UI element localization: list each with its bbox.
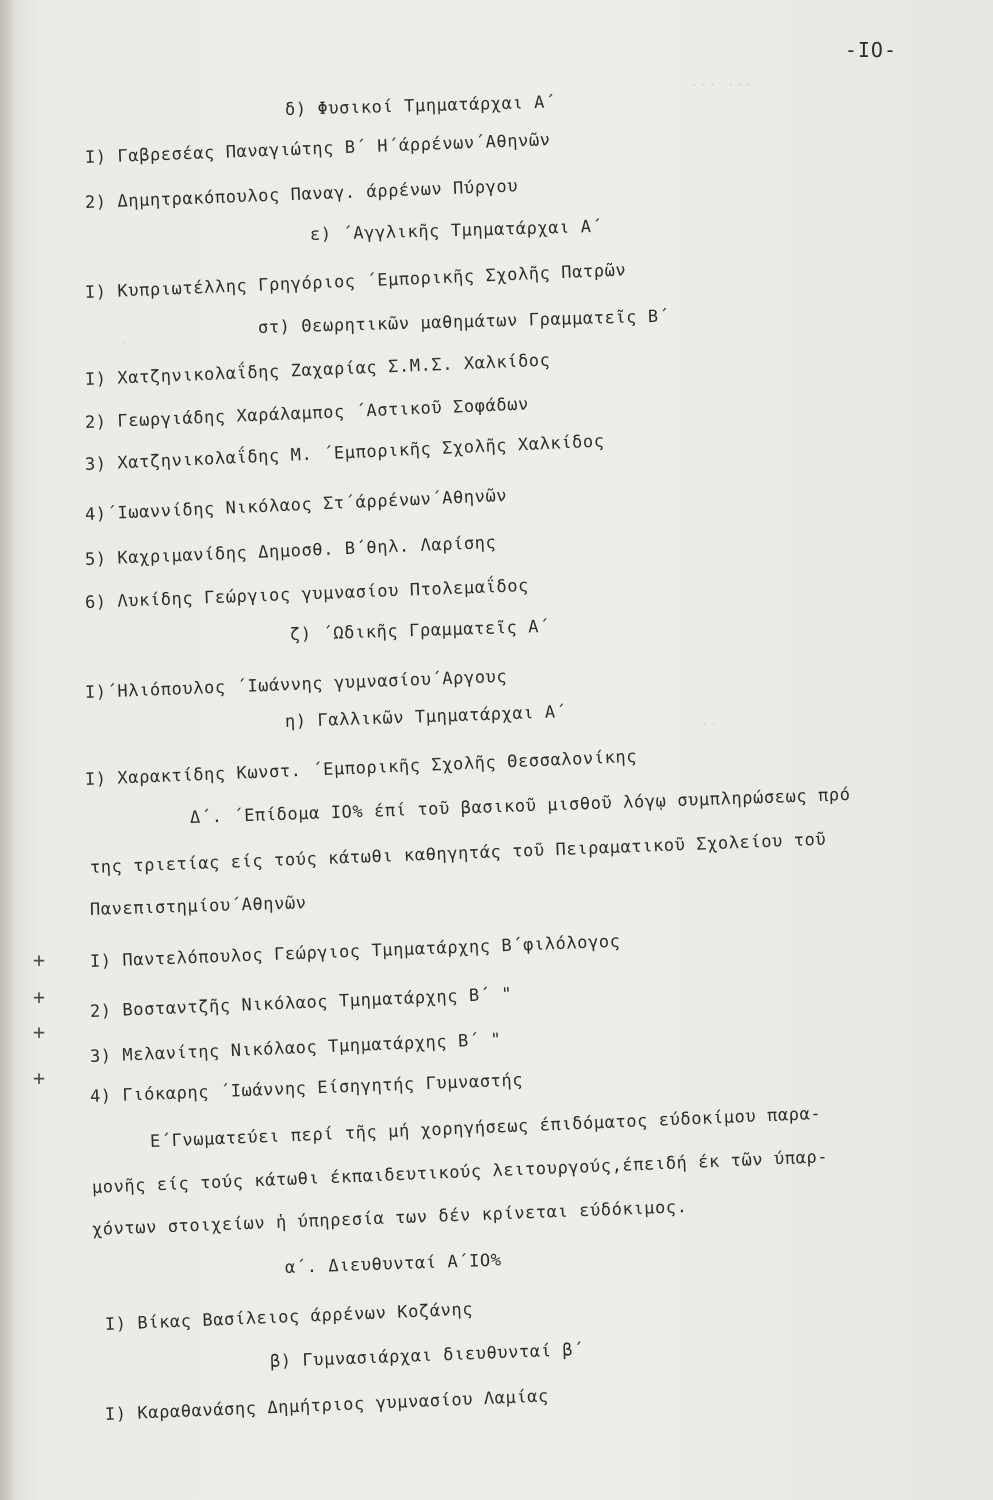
section-heading-french: η) Γαλλικῶν Τμηματάρχαι Α΄ — [284, 702, 567, 732]
entry-line: Ι) Γαβρεσέας Παναγιώτης Β΄ Η΄άρρένων΄Αθηνῶν — [84, 130, 551, 168]
show-through-text: · — [120, 335, 130, 353]
section-heading-physics: δ) Φυσικοί Τμηματάρχαι Α΄ — [284, 92, 557, 120]
entry-line: 5) Καχριμανίδης Δημοσθ. Β΄θηλ. Λαρίσης — [84, 532, 497, 570]
paragraph-line: Δ΄. ΄Επίδομα ΙΟ% έπί τοῦ βασικοῦ μισθοῦ λόγῳ συμπληρώσεως πρό — [189, 784, 851, 828]
show-through-text: ··· ··· — [690, 76, 754, 94]
page-binding-edge — [0, 0, 14, 1500]
page-number: -IO- — [844, 38, 897, 62]
entry-line: Ι) Καραθανάσης Δημήτριος γυμνασίου Λαμίας — [104, 1386, 550, 1425]
entry-line: Ι) Χαρακτίδης Κωνστ. ΄Εμπορικῆς Σχολῆς Θεσσαλονίκης — [84, 746, 638, 790]
margin-plus-mark: + — [33, 948, 46, 972]
entry-line: Ι) Κυπριωτέλλης Γρηγόριος ΄Εμπορικῆς Σχολῆς Πατρῶν — [84, 260, 627, 303]
margin-plus-mark: + — [33, 985, 46, 1009]
entry-line: Ι) Βίκας Βασίλειος άρρένων Κοζάνης — [104, 1299, 474, 1335]
margin-plus-mark: + — [33, 1066, 46, 1090]
paragraph-line: χόντων στοιχείων ἡ ύπηρεσία των δέν κρίνεται εύδόκιμος. — [91, 1197, 688, 1240]
entry-line: Ι) Χατζηνικολαΐδης Ζαχαρίας Σ.Μ.Σ. Χαλκίδος — [84, 350, 551, 390]
entry-line: 4) Γιόκαρης ΄Ιωάννης Είσηγητής Γυμναστής — [89, 1070, 524, 1107]
entry-line: 2) Δημητρακόπουλος Παναγ. άρρένων Πύργου — [84, 176, 519, 213]
section-heading-theory: στ) Θεωρητικῶν μαθημάτων Γραμματεῖς Β΄ — [257, 306, 670, 338]
paragraph-line: Ε΄Γνωματεύει περί τῆς μή χορηγήσεως έπιδόματος εύδοκίμου παρα- — [149, 1103, 822, 1152]
paragraph-line: Πανεπιστημίου΄Αθηνῶν — [89, 893, 307, 920]
paragraph-line: της τριετίας είς τούς κάτωθι καθηγητάς τοῦ Πειραματικοῦ Σχολείου τοῦ — [89, 829, 827, 878]
paragraph-line: μονῆς είς τούς κάτωθι έκπαιδευτικούς λειτουργούς,έπειδή έκ τῶν ύπαρ- — [91, 1147, 829, 1198]
entry-line: 3) Χατζηνικολαΐδης Μ. ΄Εμπορικῆς Σχολῆς Χαλκίδος — [84, 431, 605, 475]
entry-line: 4)΄Ιωαννίδης Νικόλαος Στ΄άρρένων΄Αθηνῶν — [84, 485, 508, 525]
section-heading-gymnasiarchs: β) Γυμνασιάρχαι διευθυνταί β΄ — [269, 1339, 585, 1372]
entry-line: 2) Βοσταντζῆς Νικόλαος Τμηματάρχης Β΄ " — [89, 984, 513, 1022]
entry-line: 6) Λυκίδης Γεώργιος γυμνασίου Πτολεμαΐδος — [84, 575, 530, 613]
section-heading-directors: α΄. Διευθυνταί Α΄ΙΟ% — [284, 1250, 502, 1278]
entry-line: 2) Γεωργιάδης Χαράλαμπος ΄Αστικοῦ Σοφάδων — [84, 394, 530, 433]
section-heading-music: ζ) ΄Ωδικῆς Γραμματεῖς Α΄ — [289, 616, 551, 645]
entry-line: Ι)΄Ηλιόπουλος ΄Ιωάννης γυμνασίου΄Αργους — [84, 666, 508, 703]
entry-line: Ι) Παντελόπουλος Γεώργιος Τμηματάρχης Β΄φιλόλογος — [89, 931, 621, 972]
margin-plus-mark: + — [33, 1020, 46, 1044]
section-heading-english: ε) ΄Αγγλικῆς Τμηματάρχαι Α΄ — [309, 216, 603, 245]
entry-line: 3) Μελανίτης Νικόλαος Τμηματάρχης Β΄ " — [89, 1029, 502, 1067]
show-through-text: ·· — [700, 715, 719, 733]
